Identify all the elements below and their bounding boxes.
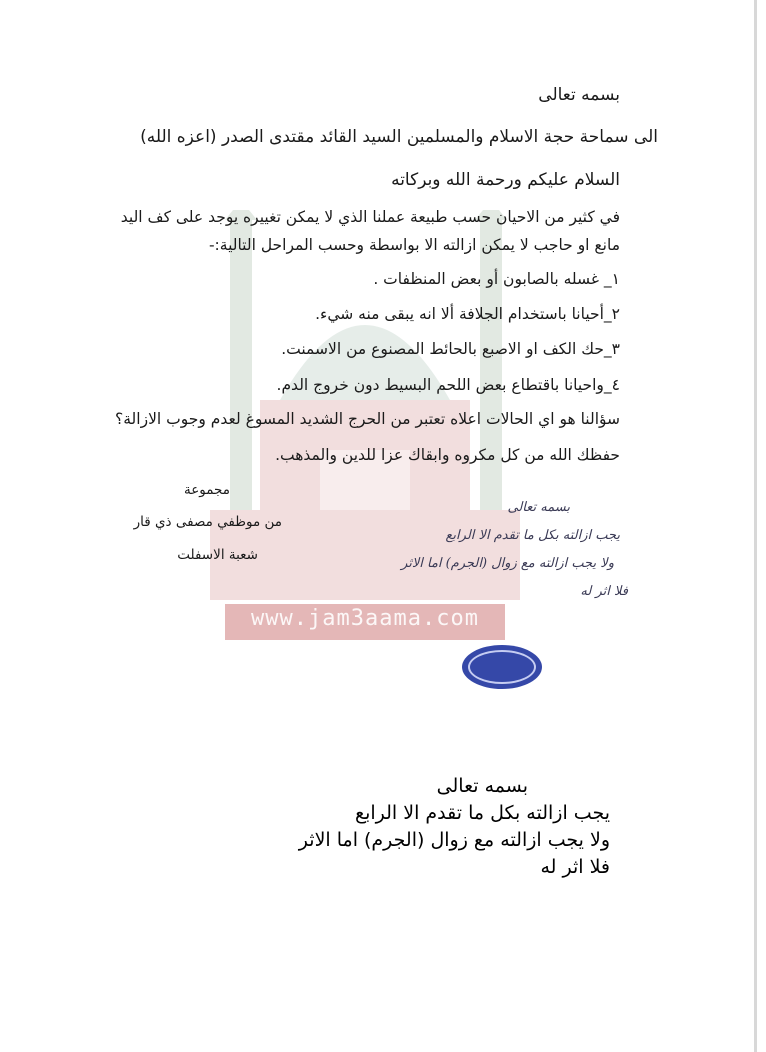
greeting: السلام عليكم ورحمة الله وبركاته bbox=[391, 170, 620, 190]
handwritten-line-4: فلا اثر له bbox=[580, 584, 628, 599]
typed-answer-line-3: ولا يجب ازالته مع زوال (الجرم) اما الاثر bbox=[298, 829, 610, 851]
intro-line-1: في كثير من الاحيان حسب طبيعة عملنا الذي لا يمكن تغييره يوجد على كف اليد bbox=[120, 208, 620, 226]
step-2: ٢_أحيانا باستخدام الجلافة ألا انه يبقى منه شيء. bbox=[315, 305, 620, 323]
addressee: الى سماحة حجة الاسلام والمسلمين السيد القائد مقتدى الصدر (اعزه الله) bbox=[140, 127, 658, 147]
signature-line-3: شعبة الاسفلت bbox=[177, 547, 258, 563]
seal-stamp-icon bbox=[462, 645, 542, 689]
seal-ring bbox=[468, 650, 536, 684]
question: سؤالنا هو اي الحالات اعلاه تعتبر من الحرج الشديد المسوغ لعدم وجوب الازالة؟ bbox=[115, 410, 620, 428]
handwritten-line-2: يجب ازالته بكل ما تقدم الا الرابع bbox=[445, 528, 620, 543]
step-4: ٤_واحيانا باقتطاع بعض اللحم البسيط دون خروج الدم. bbox=[276, 376, 620, 394]
step-1: ١_ غسله بالصابون أو بعض المنظفات . bbox=[373, 270, 620, 288]
watermark-url: www.jam3aama.com bbox=[251, 606, 479, 631]
signature-line-1: مجموعة bbox=[183, 482, 230, 498]
basmala: بسمه تعالى bbox=[538, 85, 620, 105]
typed-answer-line-1: بسمه تعالى bbox=[436, 775, 528, 797]
typed-answer-line-2: يجب ازالته بكل ما تقدم الا الرابع bbox=[354, 802, 610, 824]
signature-line-2: من موظفي مصفى ذي قار bbox=[133, 514, 282, 530]
closing: حفظك الله من كل مكروه وابقاك عزا للدين والمذهب. bbox=[275, 446, 620, 464]
handwritten-line-3: ولا يجب ازالته مع زوال (الجرم) اما الاثر bbox=[401, 556, 614, 571]
intro-line-2: مانع او حاجب لا يمكن ازالته الا بواسطة وحسب المراحل التالية:- bbox=[208, 236, 620, 254]
step-3: ٣_حك الكف او الاصبع بالحائط المصنوع من الاسمنت. bbox=[281, 340, 620, 358]
handwritten-line-1: بسمه تعالى bbox=[507, 500, 570, 515]
page-edge bbox=[754, 0, 757, 1052]
typed-answer-line-4: فلا اثر له bbox=[540, 856, 610, 878]
